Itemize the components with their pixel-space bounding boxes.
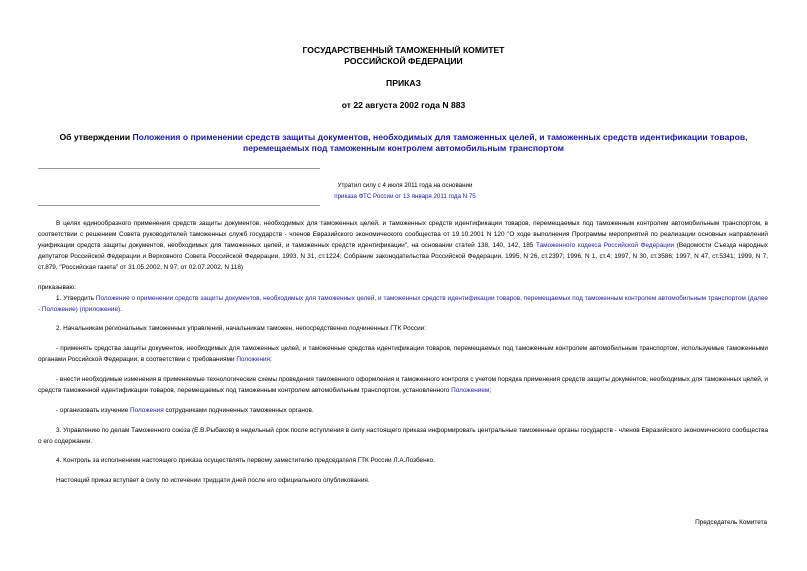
signature: Председатель Комитета [695, 519, 767, 526]
preamble-text: В целях единообразного применения средств защиты документов, необходимых для таможенных целей, и таможенных средств идентификации товаров, перемещаемых под таможенным контролем автомобильным транспортом, в соответствии с решением Совета руководителей таможенных служб государств - членов Евразийского экономического сообщества от 19.10.2001 N 120 "О ходе выполнения Программы мероприятий по реализации основных направлений унификации средств защиты документов, необходимых для таможенных целей, и таможенных средств идентификации", на основании статей 138, 140, 142, 185 [38, 220, 768, 249]
directive-3 [38, 405, 768, 416]
preamble-paragraph [38, 218, 768, 273]
regulation-link[interactable]: Положения [129, 407, 164, 414]
org-name-line1: ГОСУДАРСТВЕННЫЙ ТАМОЖЕННЫЙ КОМИТЕТ [302, 45, 505, 55]
directive-3-suffix: сотрудниками подчиненных таможенных органов. [163, 407, 314, 414]
directive-3-text: - организовать изучение [56, 407, 130, 414]
item-3: 3. Управлению по делам Таможенного союза (Е.В.Рыбаков) в недельный срок после вступления в силу настоящего приказа информировать центральные таможенные органы государств - членов Евразийского экономического сообщества о его содержании. [38, 427, 768, 445]
directive-1 [38, 343, 768, 365]
item-2: 2. Начальникам региональных таможенных управлений, начальникам таможен, непосредственно подчиненных ГТК России: [56, 325, 427, 332]
regulation-link[interactable]: Положением [451, 387, 490, 394]
directive-2-suffix: ; [489, 387, 492, 394]
status-link-wrap [320, 191, 490, 202]
divider-line [38, 168, 320, 169]
directive-2-text: - внести необходимые изменения в применяемые технологические схемы проведения таможенного оформления и таможенного контроля с учетом порядка применения средств защиты документов, необходимых для таможенных целей, и средств таможенной идентификации товаров, перемещаемых под таможенным контролем автомобильным транспортом, установленного [38, 376, 768, 394]
directive-1-suffix: ; [270, 356, 272, 363]
org-name-line2: РОССИЙСКОЙ ФЕДЕРАЦИИ [344, 56, 463, 66]
order-word: приказываю: [38, 284, 76, 291]
item-1 [38, 293, 768, 315]
doc-type: ПРИКАЗ [386, 78, 421, 88]
item-1-suffix: . [120, 306, 122, 313]
directive-2 [38, 374, 768, 396]
title-regulation-link[interactable]: Положения о применении средств защиты документов, необходимых для таможенных целей, и таможенных средств идентификации товаров, перемещаемых под таможенным контролем автомобильным транспортом [132, 132, 748, 153]
regulation-appendix-link[interactable]: Положение о применении средств защиты документов, необходимых для таможенных целей, и таможенных средств идентификации товаров, перемещаемых под таможенным контролем автомобильным транспортом (далее - Положение) (приложение) [38, 295, 768, 313]
divider-line [38, 205, 320, 206]
effective-date-paragraph: Настоящий приказ вступает в силу по истечении тридцати дней после его официального опубликования. [56, 477, 370, 484]
regulation-link[interactable]: Положения [236, 356, 271, 363]
doc-title [40, 132, 767, 154]
doc-date-number: от 22 августа 2002 года N 883 [341, 100, 466, 110]
directive-1-text: - применять средства защиты документов, необходимых для таможенных целей, и таможенные средства идентификации товаров, перемещаемых под таможенным контролем автомобильным транспортом, используемые таможенными органами Российской Федерации, в соответствии с требованиями [38, 345, 768, 363]
customs-code-link[interactable]: Таможенного кодекса Российской Федерации [535, 242, 675, 249]
status-line: Утратил силу с 4 июля 2011 года на основании [337, 182, 473, 189]
preamble-text-cont: (Ведомости Съезда народных депутатов Российской Федерации и Верховного Совета Российской Федерации, 1993, N 31, ст.1224; Собрание законодательства Российской Федерации, 1995, N 26, ст.2397; 1996, N 1, ст.4; 1997, N 30, ст.3586; 1997, N 47, ст.5341; 1999, N 7, ст.879, "Российская газета" от 31.05.2002, N 97; от 02.07.2002, N 118) [38, 242, 768, 271]
repeal-order-link[interactable]: приказа ФТС России от 13 января 2011 года N 75 [334, 193, 476, 200]
item-1-prefix: 1. Утвердить [56, 295, 96, 302]
title-prefix: Об утверждении [59, 132, 133, 142]
item-4: 4. Контроль за исполнением настоящего приказа осуществлять первому заместителю председателя ГТК России Л.А.Лозбенко. [56, 457, 435, 464]
